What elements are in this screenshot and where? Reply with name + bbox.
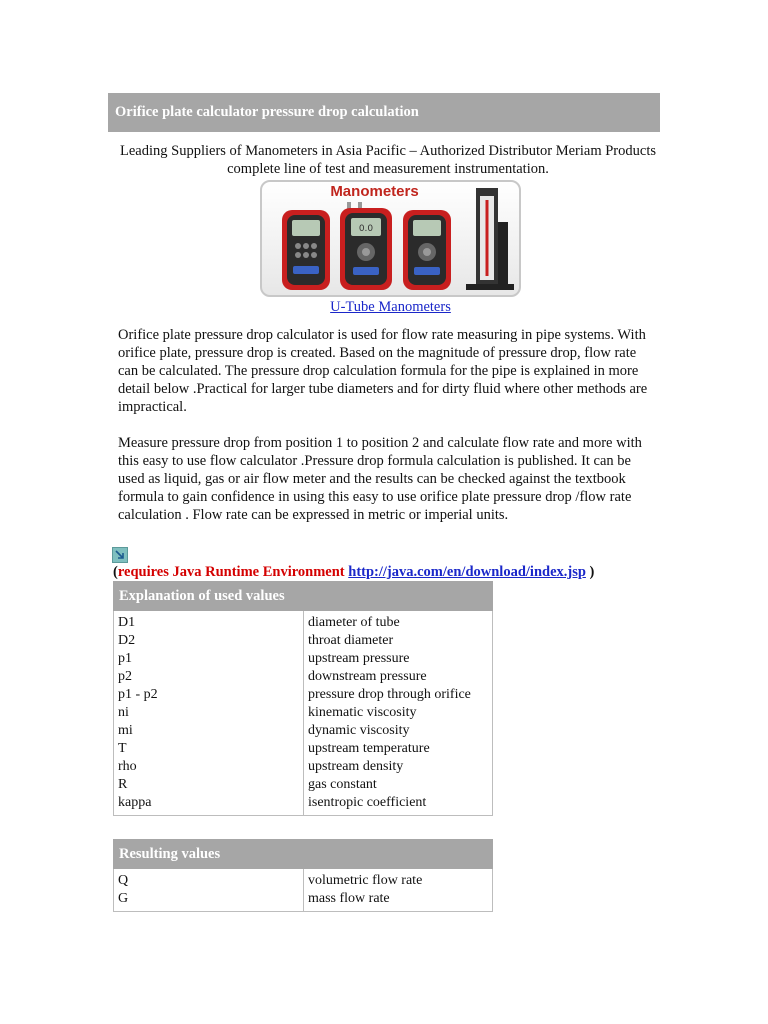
symbol-column xyxy=(114,611,304,815)
symbol-cell: Q xyxy=(118,873,129,888)
result-meaning-column xyxy=(304,869,492,911)
meaning-cell: volumetric flow rate xyxy=(308,873,423,888)
manometer-device-1 xyxy=(282,210,330,290)
meaning-cell: upstream temperature xyxy=(308,741,430,756)
java-applet-icon[interactable] xyxy=(112,547,128,563)
symbol-cell: T xyxy=(118,741,127,756)
symbol-cell: p2 xyxy=(118,669,132,684)
meaning-cell: gas constant xyxy=(308,777,377,792)
explanation-table xyxy=(113,611,493,816)
meaning-cell: upstream density xyxy=(308,759,404,774)
manometer-devices-illustration xyxy=(262,182,519,295)
symbol-cell: kappa xyxy=(118,795,152,810)
symbol-cell: p1 - p2 xyxy=(118,687,158,702)
symbol-cell: R xyxy=(118,777,128,792)
meaning-cell: isentropic coefficient xyxy=(308,795,427,810)
java-note-close-paren: ) xyxy=(589,564,595,580)
intro-paragraph: Orifice plate pressure drop calculator is used for flow rate measuring in pipe systems. With orifice plate, pressure drop is created. Based on the magnitude of pressure drop, flow rate can be calculated. The pressure drop calculation formula for the pipe is explained in more detail below .Practical for larger tube diameters and for dirty fluid where other methods are impractical. xyxy=(118,327,648,415)
svg-text:0.0: 0.0 xyxy=(358,224,374,234)
symbol-cell: G xyxy=(118,891,129,906)
java-requirement-text: requires Java Runtime Environment xyxy=(117,564,345,580)
explanation-table-header: Explanation of used values xyxy=(113,581,493,611)
meaning-cell: throat diameter xyxy=(308,633,394,648)
symbol-cell: D2 xyxy=(118,633,136,648)
meaning-cell: dynamic viscosity xyxy=(308,723,410,738)
symbol-cell: D1 xyxy=(118,615,136,630)
java-download-link[interactable]: http://java.com/en/download/index.jsp xyxy=(348,564,586,580)
page-title: Orifice plate calculator pressure drop calculation xyxy=(108,93,660,132)
java-requirement-note xyxy=(113,563,594,581)
meaning-cell: mass flow rate xyxy=(308,891,390,906)
meaning-cell: kinematic viscosity xyxy=(308,705,417,720)
java-note-open-paren: ( xyxy=(113,564,118,580)
result-symbol-column xyxy=(114,869,304,911)
manometer-device-3 xyxy=(403,210,451,290)
usage-paragraph: Measure pressure drop from position 1 to position 2 and calculate flow rate and more with this easy to use flow calculator .Pressure drop formula calculation is published. It can be used as liquid, gas or air flow meter and the results can be checked against the textbook formula to gain confidence in using this easy to use orifice plate pressure drop /flow rate calculation . Flow rate can be expressed in metric or imperial units. xyxy=(118,435,642,523)
meaning-cell: diameter of tube xyxy=(308,615,400,630)
meaning-cell: upstream pressure xyxy=(308,651,410,666)
symbol-cell: p1 xyxy=(118,651,132,666)
symbol-cell: ni xyxy=(118,705,129,720)
meaning-cell: pressure drop through orifice xyxy=(308,687,471,702)
result-table-header: Resulting values xyxy=(113,839,493,869)
result-table xyxy=(113,869,493,912)
u-tube-manometers-link[interactable]: U-Tube Manometers xyxy=(330,299,451,315)
meaning-cell: downstream pressure xyxy=(308,669,427,684)
product-image-title: Manometers xyxy=(330,183,419,200)
manometer-device-2 xyxy=(340,202,392,290)
u-tube-manometer-stand xyxy=(466,188,514,290)
meaning-column xyxy=(304,611,492,815)
manometers-product-image[interactable] xyxy=(260,180,521,297)
lead-text: Leading Suppliers of Manometers in Asia Pacific – Authorized Distributor Meriam Products complete line of test and measurement instrumentation. xyxy=(120,143,656,177)
symbol-cell: mi xyxy=(118,723,133,738)
symbol-cell: rho xyxy=(118,759,137,774)
